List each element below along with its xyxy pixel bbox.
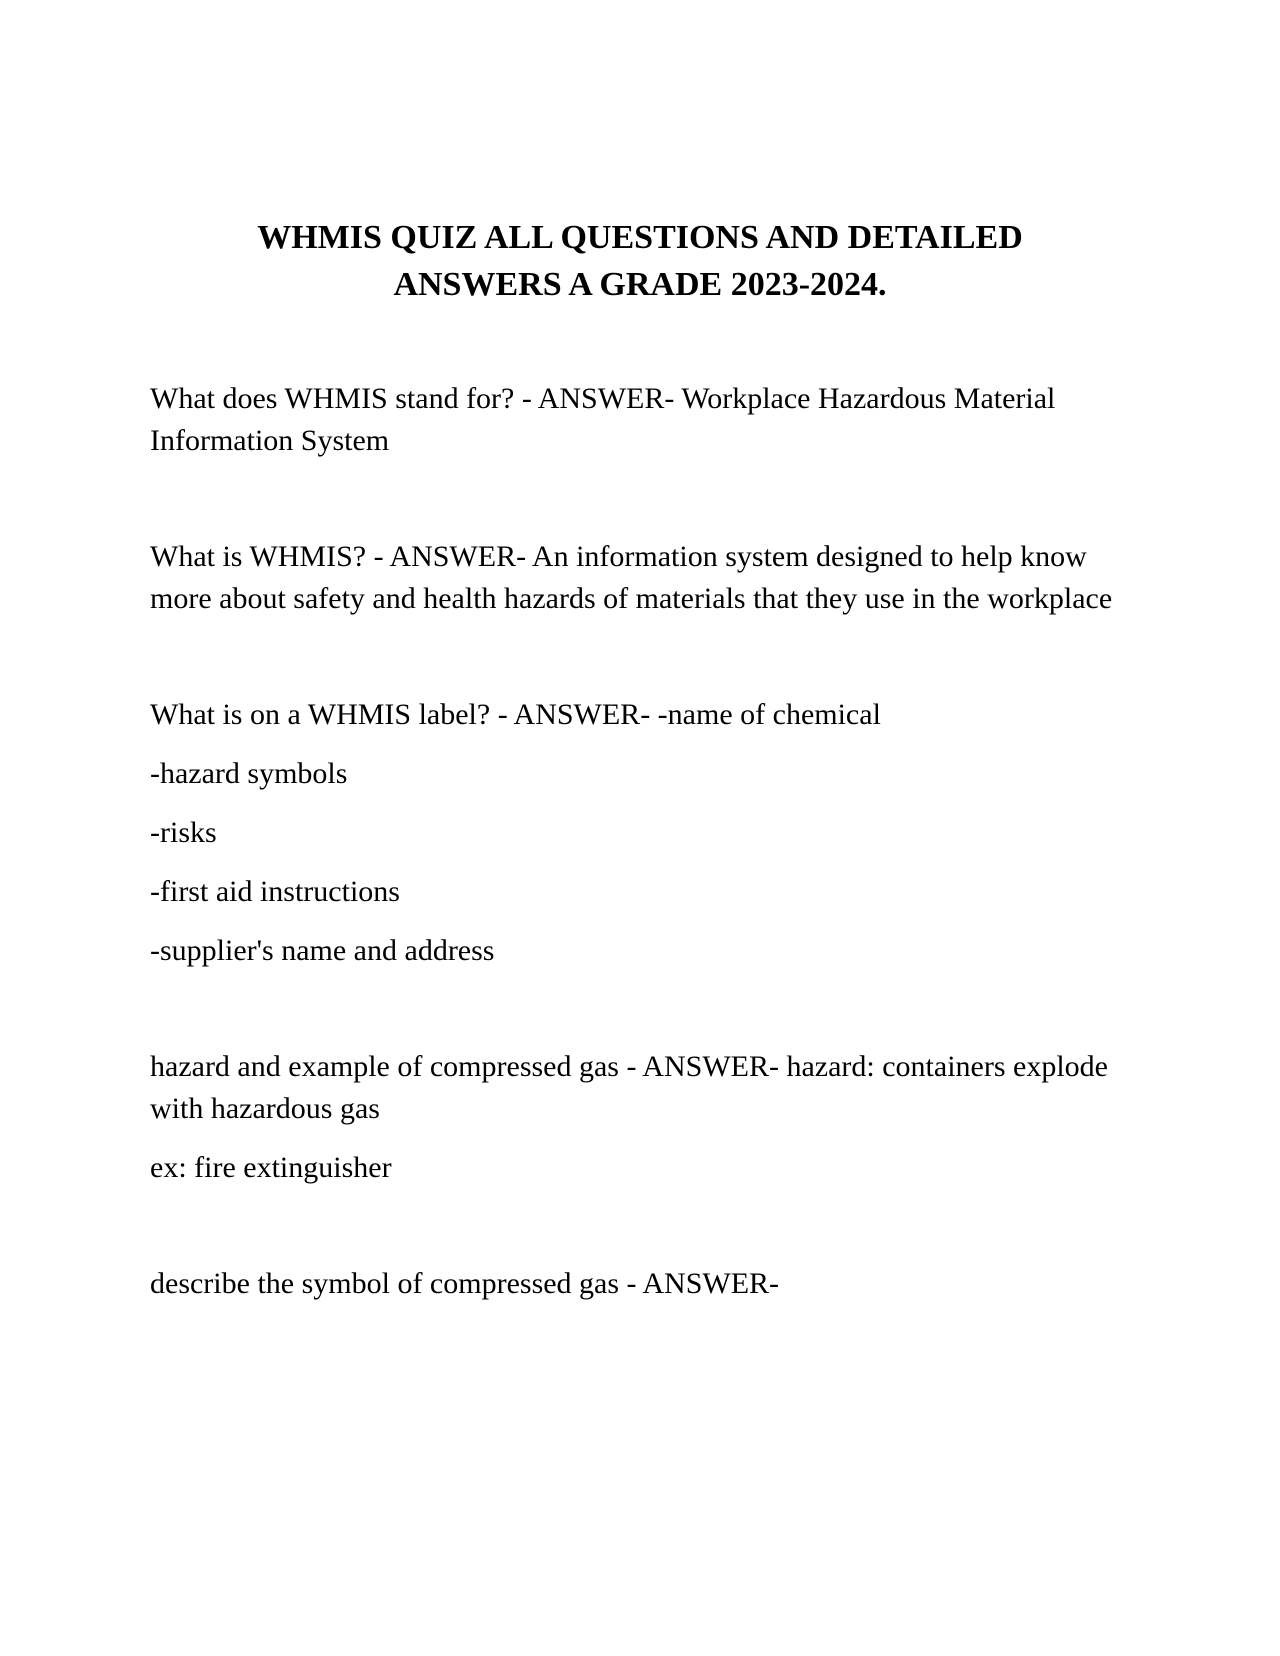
qa-extra-line: -supplier's name and address <box>150 934 495 967</box>
qa-item-2 <box>150 536 1150 620</box>
qa-text: describe the symbol of compressed gas - ANSWER- <box>150 1267 780 1300</box>
qa-extra-line: -first aid instructions <box>150 875 400 908</box>
qa-item-5 <box>150 1263 1150 1305</box>
qa-list <box>150 378 1150 1305</box>
qa-item-4 <box>150 1046 1150 1189</box>
qa-extra-line: ex: fire extinguisher <box>150 1151 392 1184</box>
qa-text: What does WHMIS stand for? - ANSWER- Workplace Hazardous Material Information System <box>150 382 1056 457</box>
document-title <box>150 214 1130 308</box>
qa-extra-line: -risks <box>150 816 217 849</box>
qa-item-1 <box>150 378 1150 462</box>
qa-item-3 <box>150 694 1150 972</box>
title-line-2: ANSWERS A GRADE 2023-2024. <box>393 266 887 303</box>
qa-text: What is on a WHMIS label? - ANSWER- -name of chemical <box>150 698 881 731</box>
title-line-1: WHMIS QUIZ ALL QUESTIONS AND DETAILED <box>257 219 1023 256</box>
qa-text: What is WHMIS? - ANSWER- An information system designed to help know more about safety and health hazards of materials that they use in the workplace <box>150 540 1113 615</box>
qa-extra-line: -hazard symbols <box>150 757 348 790</box>
qa-text: hazard and example of compressed gas - ANSWER- hazard: containers explode with hazardous gas <box>150 1050 1108 1125</box>
